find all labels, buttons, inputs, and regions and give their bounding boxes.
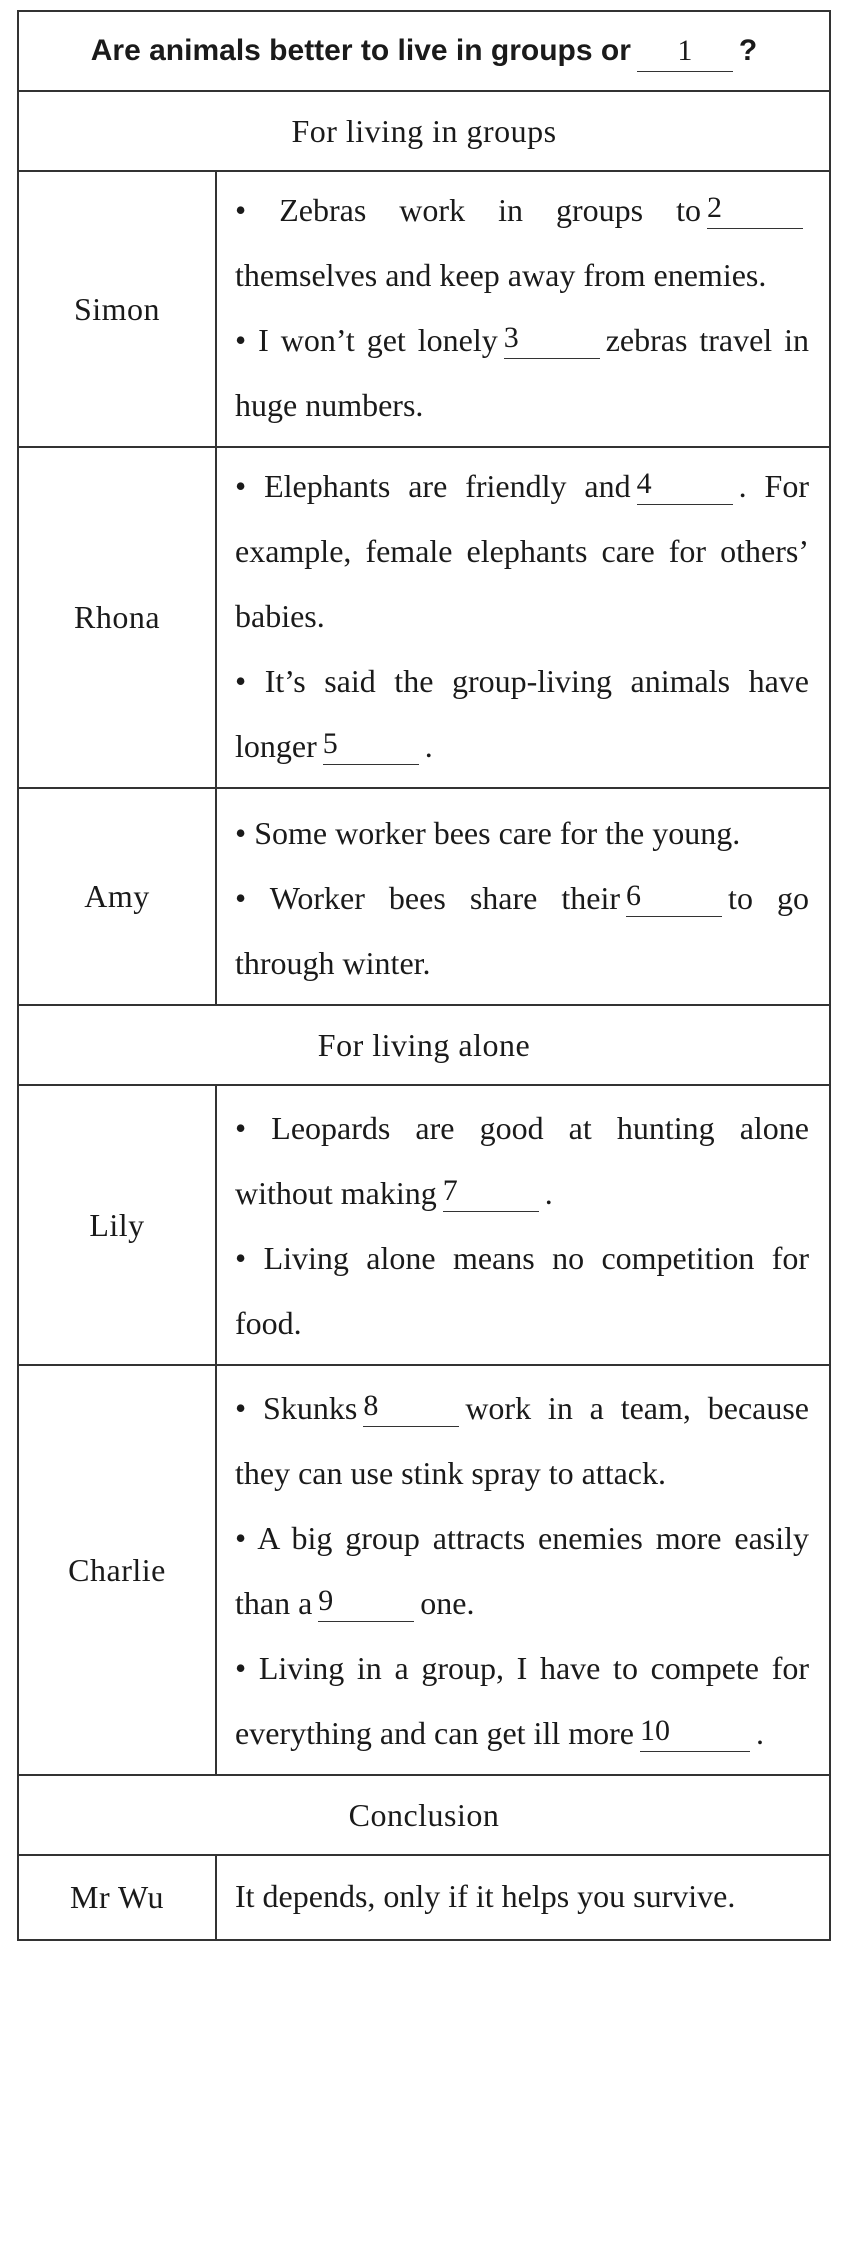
row-charlie bbox=[19, 1364, 829, 1774]
blank-5: 5 bbox=[323, 724, 419, 765]
row-rhona bbox=[19, 446, 829, 787]
point: • Skunks 8 work in a team, because they can use stink spray to attack. bbox=[235, 1376, 809, 1506]
title-row bbox=[19, 12, 829, 90]
worksheet-table bbox=[17, 10, 831, 1941]
row-mrwu bbox=[19, 1854, 829, 1939]
blank-10: 10 bbox=[640, 1711, 750, 1752]
blank-3: 3 bbox=[504, 318, 600, 359]
point: • Elephants are friendly and 4 . For example, female elephants care for others’ babies. bbox=[235, 454, 809, 649]
point: • Leopards are good at hunting alone without making 7 . bbox=[235, 1110, 809, 1211]
title-question-mark: ? bbox=[738, 34, 758, 67]
point: • Zebras work in groups to 2themselves and keep away from enemies. bbox=[235, 178, 809, 308]
point: It depends, only if it helps you survive. bbox=[235, 1878, 736, 1914]
speaker-name: Charlie bbox=[19, 1366, 217, 1774]
point: • A big group attracts enemies more easily than a 9 one. bbox=[235, 1520, 809, 1621]
speaker-points bbox=[217, 172, 829, 446]
blank-9: 9 bbox=[318, 1581, 414, 1622]
blank-1: 1 bbox=[637, 31, 733, 72]
speaker-points bbox=[217, 1366, 829, 1774]
point: • Living in a group, I have to compete for everything and can get ill more 10 . bbox=[235, 1650, 809, 1751]
speaker-points bbox=[217, 448, 829, 787]
speaker-name: Mr Wu bbox=[19, 1856, 217, 1939]
point: • Worker bees share their 6 to go through winter. bbox=[235, 866, 809, 996]
title-text: Are animals better to live in groups or bbox=[90, 34, 631, 67]
speaker-points bbox=[217, 1086, 829, 1364]
point: • I won’t get lonely 3 zebras travel in huge numbers. bbox=[235, 308, 809, 438]
blank-2: 2 bbox=[707, 188, 803, 229]
row-amy bbox=[19, 787, 829, 1004]
row-lily bbox=[19, 1084, 829, 1364]
point: • Some worker bees care for the young. bbox=[235, 815, 741, 851]
speaker-points bbox=[217, 789, 829, 1004]
blank-6: 6 bbox=[626, 876, 722, 917]
blank-7: 7 bbox=[443, 1171, 539, 1212]
speaker-name: Lily bbox=[19, 1086, 217, 1364]
speaker-points bbox=[217, 1856, 829, 1939]
blank-4: 4 bbox=[637, 464, 733, 505]
blank-8: 8 bbox=[363, 1386, 459, 1427]
speaker-name: Simon bbox=[19, 172, 217, 446]
speaker-name: Rhona bbox=[19, 448, 217, 787]
section-groups: For living in groups bbox=[19, 90, 829, 170]
speaker-name: Amy bbox=[19, 789, 217, 1004]
point: • Living alone means no competition for food. bbox=[235, 1240, 809, 1341]
row-simon bbox=[19, 170, 829, 446]
section-conclusion: Conclusion bbox=[19, 1774, 829, 1854]
section-alone: For living alone bbox=[19, 1004, 829, 1084]
point: • It’s said the group-living animals have longer 5 . bbox=[235, 663, 809, 764]
